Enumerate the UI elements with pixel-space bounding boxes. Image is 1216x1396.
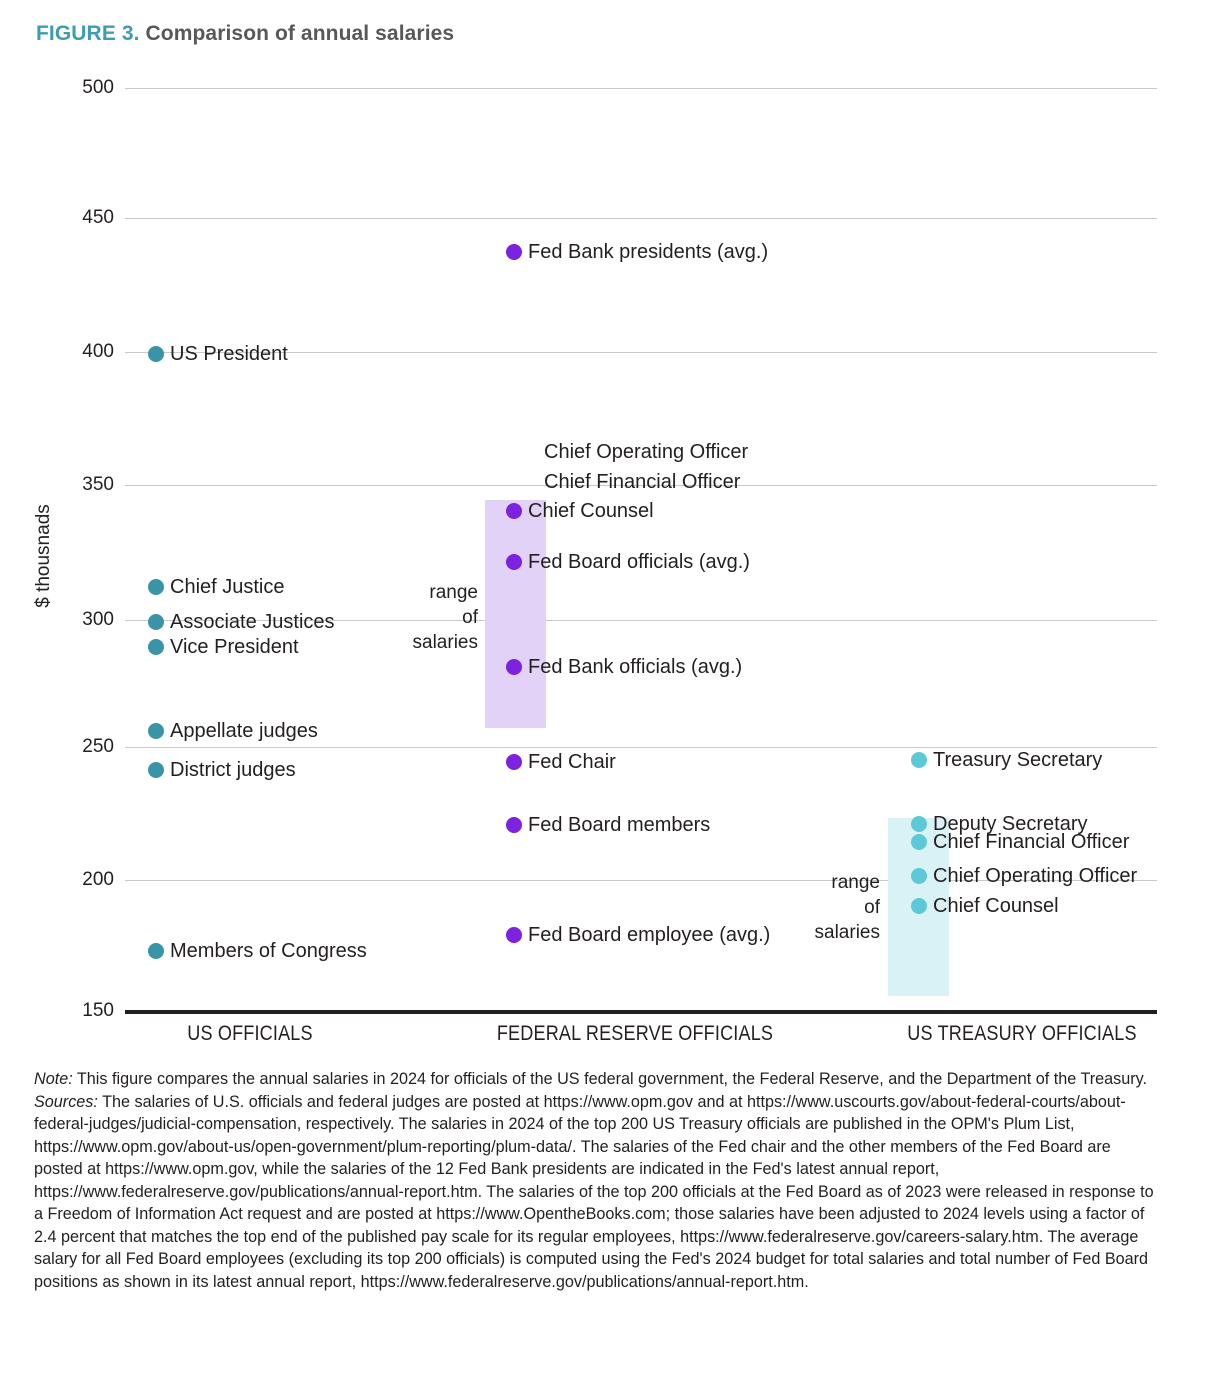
data-point-fed-board-members[interactable]	[506, 815, 710, 835]
x-category-us-officials: US OFFICIALS	[187, 1022, 313, 1045]
ytick-label-200: 200	[82, 869, 114, 890]
fed-range-caption-line1: range	[429, 582, 478, 603]
marker-dot-icon	[506, 754, 522, 770]
note-paragraph	[34, 1068, 1158, 1091]
note-text: This figure compares the annual salaries in 2024 for officials of the US federal government, the Federal Reserve, and the Department of the Treasury.	[72, 1070, 1148, 1088]
fed-range-caption-line3: salaries	[412, 632, 478, 653]
data-point-label: Fed Bank presidents (avg.)	[528, 241, 769, 263]
marker-dot-icon	[148, 346, 164, 362]
ytick-label-350: 350	[82, 474, 114, 495]
data-point-label: District judges	[170, 759, 296, 781]
data-point-label: Members of Congress	[170, 940, 367, 962]
marker-dot-icon	[506, 817, 522, 833]
marker-dot-icon	[506, 503, 522, 519]
data-point-fed-board-officials-avg[interactable]	[506, 552, 750, 572]
marker-dot-icon	[506, 927, 522, 943]
data-point-label: Chief Operating Officer	[544, 441, 749, 463]
data-point-treasury-secretary[interactable]	[911, 750, 1102, 770]
data-point-fed-chair[interactable]	[506, 752, 616, 772]
data-point-label: Treasury Secretary	[933, 749, 1103, 771]
marker-dot-icon	[911, 898, 927, 914]
data-point-fed-chief-financial-officer[interactable]	[506, 472, 740, 492]
data-point-fed-bank-presidents[interactable]	[506, 242, 768, 262]
sources-text: The salaries of U.S. officials and federal judges are posted at https://www.opm.gov and at https://www.uscourts.gov/about-federal-courts/about-federal-judges/judicial-compensation, respectively. The salaries in 2024 of the top 200 US Treasury officials are published in the OPM's Plum List, https://www.opm.gov/about-us/open-government/plum-reporting/plum-data/. The salaries of the Fed chair and the other members of the Fed Board are posted at https://www.opm.gov, while the salaries of the 12 Fed Bank presidents are indicated in the Fed's latest annual report, https://www.federalreserve.gov/publications/annual-report.htm. The salaries of the top 200 officials at the Fed Board as of 2023 were released in response to a Freedom of Information Act request and are posted at https://www.OpentheBooks.com; those salaries have been adjusted to 2024 levels using a factor of 2.4 percent that matches the top end of the published pay scale for its regular employees, https://www.federalreserve.gov/careers-salary.htm. The average salary for all Fed Board employees (excluding its top 200 officials) is computed using the Fed's 2024 budget for total salaries and total number of Fed Board positions as shown in its latest annual report, https://www.federalreserve.gov/publications/annual-report.htm.	[34, 1092, 1154, 1291]
marker-dot-icon	[148, 639, 164, 655]
marker-dot-icon	[506, 554, 522, 570]
marker-dot-icon	[911, 834, 927, 850]
data-point-label: Fed Board members	[528, 814, 711, 836]
data-point-label: US President	[170, 343, 288, 365]
data-point-label: Deputy Secretary	[933, 813, 1088, 835]
marker-dot-icon	[506, 244, 522, 260]
sources-paragraph	[34, 1091, 1158, 1294]
data-point-label: Chief Justice	[170, 576, 285, 598]
data-point-label: Appellate judges	[170, 720, 318, 742]
marker-dot-icon	[911, 816, 927, 832]
marker-dot-icon	[148, 614, 164, 630]
y-axis-title: $ thousnads	[33, 504, 54, 608]
marker-dot-icon	[148, 943, 164, 959]
gridline-500	[125, 88, 1157, 89]
gridline-450	[125, 218, 1157, 219]
treasury-range-caption-line2: of	[864, 897, 880, 918]
x-axis-line	[125, 1010, 1157, 1014]
data-point-label: Associate Justices	[170, 611, 335, 633]
marker-dot-icon	[148, 762, 164, 778]
marker-dot-icon	[506, 659, 522, 675]
data-point-treasury-chief-counsel[interactable]	[911, 896, 1059, 916]
data-point-district-judges[interactable]	[148, 760, 296, 780]
data-point-label: Chief Financial Officer	[544, 471, 741, 493]
data-point-chief-justice[interactable]	[148, 577, 285, 597]
treasury-range-caption-line3: salaries	[814, 922, 880, 943]
ytick-label-450: 450	[82, 207, 114, 228]
data-point-fed-chief-counsel[interactable]	[506, 501, 654, 521]
sources-label: Sources:	[34, 1092, 98, 1111]
note-label: Note:	[34, 1070, 73, 1088]
data-point-label: Fed Board employee (avg.)	[528, 924, 771, 946]
data-point-label: Chief Counsel	[933, 895, 1059, 917]
x-category-us-treasury-officials: US TREASURY OFFICIALS	[907, 1022, 1137, 1045]
marker-dot-icon	[911, 868, 927, 884]
marker-dot-icon	[148, 579, 164, 595]
data-point-associate-justices[interactable]	[148, 612, 335, 632]
data-point-members-of-congress[interactable]	[148, 941, 367, 961]
data-point-label: Fed Chair	[528, 751, 616, 773]
data-point-appellate-judges[interactable]	[148, 721, 318, 741]
figure-notes	[34, 1068, 1158, 1293]
data-point-treasury-chief-financial-officer[interactable]	[911, 832, 1129, 852]
data-point-label: Chief Operating Officer	[933, 865, 1138, 887]
fed-range-caption	[340, 580, 478, 655]
data-point-fed-board-employee-avg[interactable]	[506, 925, 770, 945]
treasury-range-caption-line1: range	[831, 872, 880, 893]
marker-dot-icon	[911, 752, 927, 768]
data-point-label: Fed Board officials (avg.)	[528, 551, 750, 573]
x-category-federal-reserve-officials: FEDERAL RESERVE OFFICIALS	[496, 1022, 774, 1045]
data-point-label: Vice President	[170, 636, 299, 658]
figure-title-text: Comparison of annual salaries	[145, 22, 455, 45]
ytick-label-250: 250	[82, 736, 114, 757]
data-point-fed-chief-operating-officer[interactable]	[506, 442, 748, 462]
fed-range-box	[485, 500, 546, 728]
data-point-treasury-chief-operating-officer[interactable]	[911, 866, 1137, 886]
figure-number: FIGURE 3.	[36, 22, 140, 45]
data-point-fed-bank-officials-avg[interactable]	[506, 657, 742, 677]
fed-range-caption-line2: of	[462, 607, 478, 628]
data-point-label: Chief Financial Officer	[933, 831, 1130, 853]
data-point-us-president[interactable]	[148, 344, 288, 364]
data-point-vice-president[interactable]	[148, 637, 299, 657]
ytick-label-300: 300	[82, 609, 114, 630]
ytick-label-500: 500	[82, 77, 114, 98]
ytick-label-150: 150	[82, 1000, 114, 1021]
marker-dot-icon	[148, 723, 164, 739]
ytick-label-400: 400	[82, 341, 114, 362]
data-point-label: Fed Bank officials (avg.)	[528, 656, 743, 678]
gridline-250	[125, 747, 1157, 748]
data-point-label: Chief Counsel	[528, 500, 654, 522]
